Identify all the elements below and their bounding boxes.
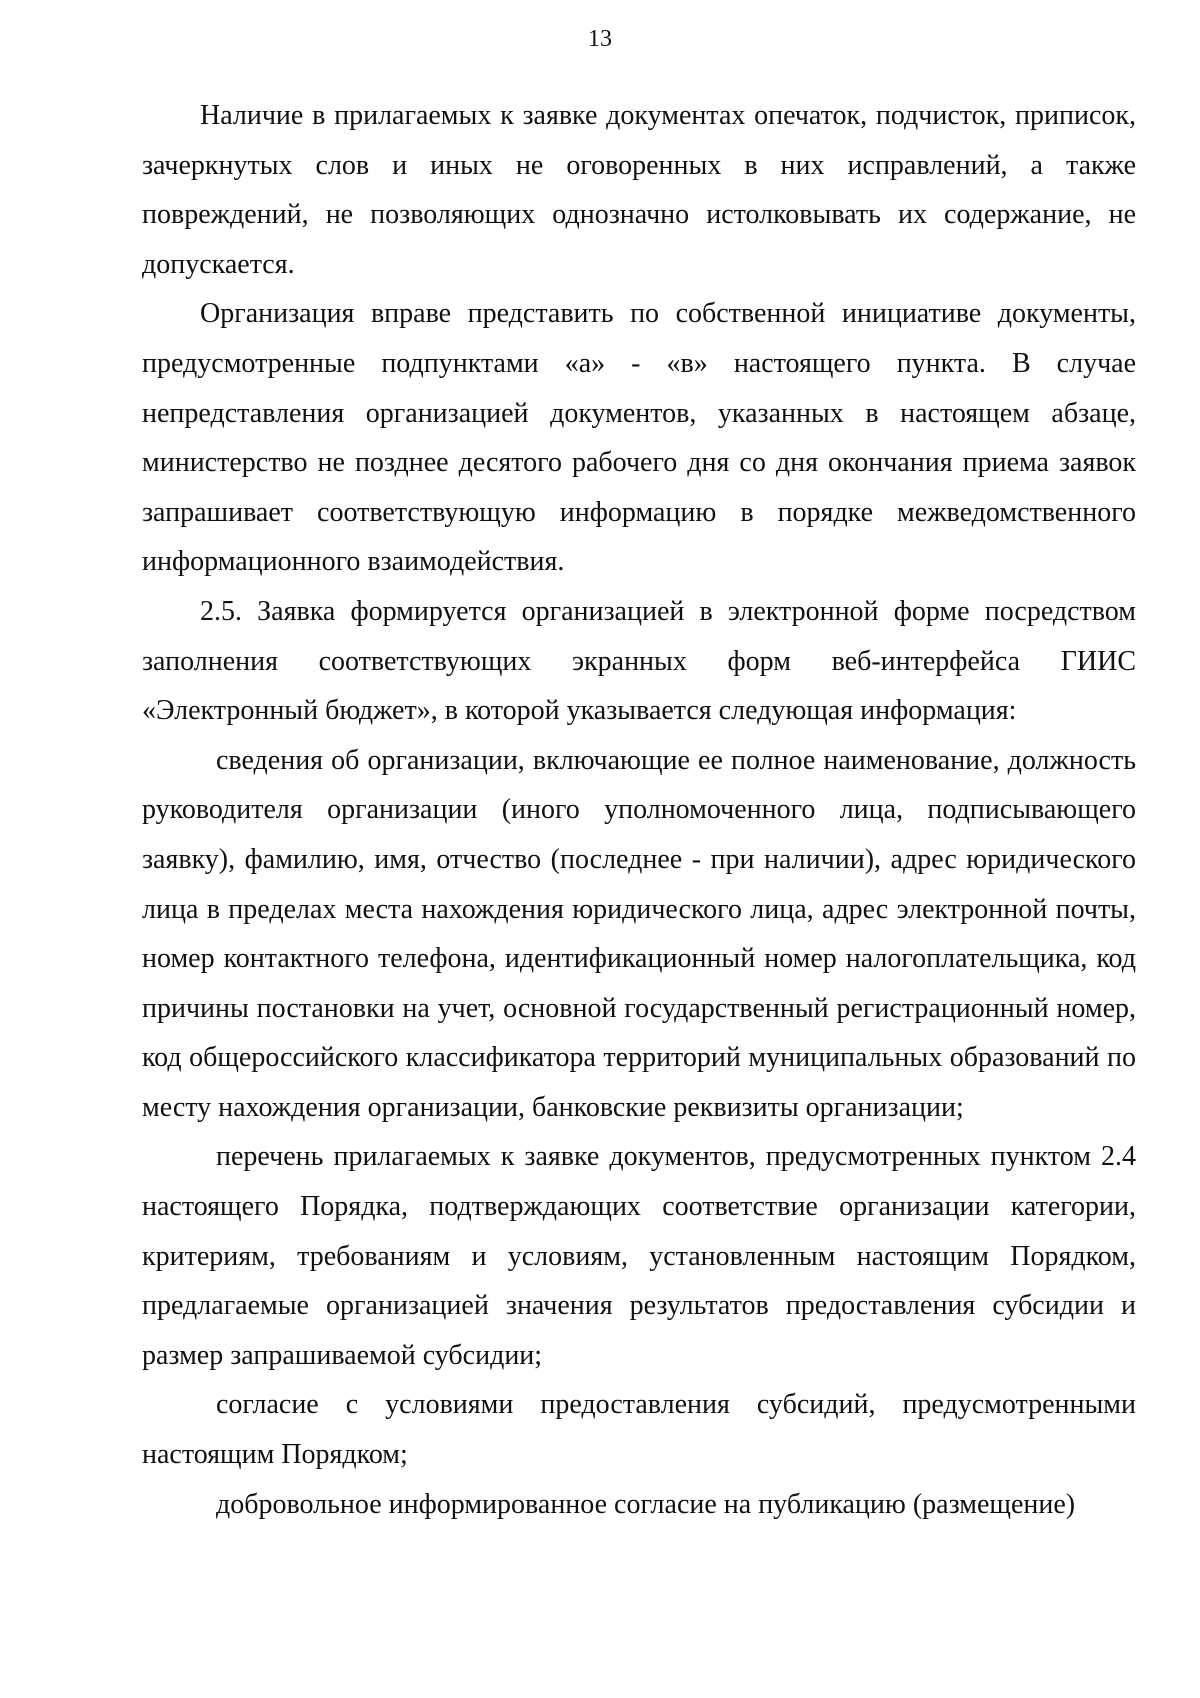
paragraph-no-corrections: Наличие в прилагаемых к заявке документах опечаток, подчисток, приписок, зачеркнутых слов и иных не оговоренных в них исправлений, а также повреждений, не позволяющих однозначно истолковывать их содержание, не допускается. <box>142 100 1136 280</box>
page-number: 13 <box>588 26 612 52</box>
paragraph-interagency-request: Организация вправе представить по собственной инициативе документы, предусмотренные подпунктами «а» - «в» настоящего пункта. В случае непредставления организацией документов, указанных в настоящем абзаце, министерство не позднее десятого рабочего дня со дня окончания приема заявок запрашивает соответствующую информацию в порядке межведомственного информационного взаимодействия. <box>142 298 1136 578</box>
paragraph-documents-list: перечень прилагаемых к заявке документов, предусмотренных пунктом 2.4 настоящего Порядка, подтверждающих соответствие организации категории, критериям, требованиям и условиям, установленным настоящим Порядком, предлагаемые организацией значения результатов предоставления субсидии и размер запрашиваемой субсидии; <box>142 1141 1136 1371</box>
paragraph-organization-details: сведения об организации, включающие ее полное наименование, должность руководителя организации (иного уполномоченного лица, подписывающего заявку), фамилию, имя, отчество (последнее - при наличии), адрес юридического лица в пределах места нахождения юридического лица, адрес электронной почты, номер контактного телефона, идентификационный номер налогоплательщика, код причины постановки на учет, основной государственный регистрационный номер, код общероссийского классификатора территорий муниципальных образований по месту нахождения организации, банковские реквизиты организации; <box>142 744 1136 1123</box>
paragraph-consent-conditions: согласие с условиями предоставления субсидий, предусмотренными настоящим Порядком; <box>142 1389 1136 1471</box>
paragraph-application-form: 2.5. Заявка формируется организацией в электронной форме посредством заполнения соответствующих экранных форм веб-интерфейса ГИИС «Электронный бюджет», в которой указывается следующая информация: <box>142 595 1136 727</box>
document-body <box>142 91 1136 1529</box>
paragraph-consent-publication: добровольное информированное согласие на публикацию (размещение) <box>216 1488 1076 1520</box>
